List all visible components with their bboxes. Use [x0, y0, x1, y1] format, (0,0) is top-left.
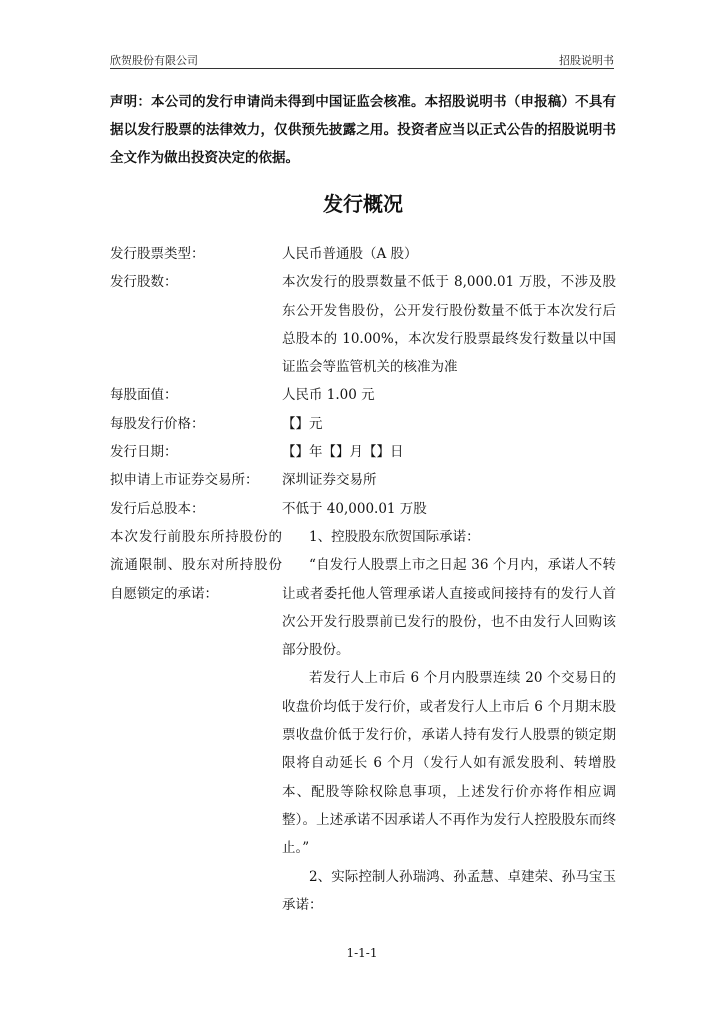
row-value: 【】年【】月【】日	[282, 444, 404, 461]
lockup-row	[110, 523, 616, 919]
lockup-label: 本次发行前股东所持股份的流通限制、股东对所持股份自愿锁定的承诺：	[110, 528, 282, 602]
row-label: 发行日期：	[110, 444, 178, 461]
page-header	[110, 50, 614, 69]
row-value: 不低于 40,000.01 万股	[282, 500, 427, 517]
table-row	[110, 240, 616, 268]
lockup-paragraph: 若发行人上市后 6 个月内股票连续 20 个交易日的收盘价均低于发行价，或者发行人上市后 6 个月期末股票收盘价低于发行价，承诺人持有发行人股票的锁定期限将自动延长 6 个月（发行人如有派发股利、转增股本、配股等除权除息事项，上述发行价亦将作相应调整）。上述承诺不因承诺人不再作为发行人控股股东而终止。”	[282, 670, 616, 857]
row-value: 人民币 1.00 元	[282, 387, 375, 404]
table-row	[110, 381, 616, 409]
row-value: 人民币普通股（A 股）	[282, 246, 418, 262]
lockup-paragraph: 2、实际控制人孙瑞鸿、孙孟慧、卓建荣、孙马宝玉承诺：	[282, 868, 616, 913]
row-label: 拟申请上市证券交易所：	[110, 472, 259, 489]
row-value: 本次发行的股票数量不低于 8,000.01 万股，不涉及股东公开发售股份，公开发行股份数量不低于本次发行后总股本的 10.00%，本次发行股票最终发行数量以中国证监会等监管机关的核准为准	[282, 274, 616, 376]
row-label: 发行股票类型：	[110, 246, 205, 262]
issuance-table	[110, 240, 616, 919]
row-label: 发行后总股本：	[110, 500, 205, 517]
row-value: 深圳证券交易所	[282, 472, 377, 489]
row-label: 发行股数：	[110, 274, 178, 291]
page-number: 1-1-1	[346, 946, 378, 960]
lockup-paragraph: 1、控股股东欣贺国际承诺：	[309, 528, 480, 545]
row-label: 每股发行价格：	[110, 415, 205, 432]
table-row	[110, 410, 616, 438]
lockup-value	[282, 523, 616, 919]
row-value: 【】元	[282, 415, 323, 432]
lockup-paragraph: “自发行人股票上市之日起 36 个月内，承诺人不转让或者委托他人管理承诺人直接或间接持有的发行人首次公开发行股票前已发行的股份，也不由发行人回购该部分股份。	[282, 557, 616, 659]
page-title: 发行概况	[323, 192, 403, 216]
declaration: 声明：本公司的发行申请尚未得到中国证监会核准。本招股说明书（申报稿）不具有据以发行股票的法律效力，仅供预先披露之用。投资者应当以正式公告的招股说明书全文作为做出投资决定的依据。	[110, 94, 616, 166]
table-row	[110, 495, 616, 523]
header-company: 欣贺股份有限公司	[110, 54, 198, 67]
table-row	[110, 466, 616, 494]
row-label: 每股面值：	[110, 387, 178, 404]
table-row	[110, 438, 616, 466]
header-doc-type: 招股说明书	[559, 54, 614, 67]
table-row	[110, 268, 616, 381]
